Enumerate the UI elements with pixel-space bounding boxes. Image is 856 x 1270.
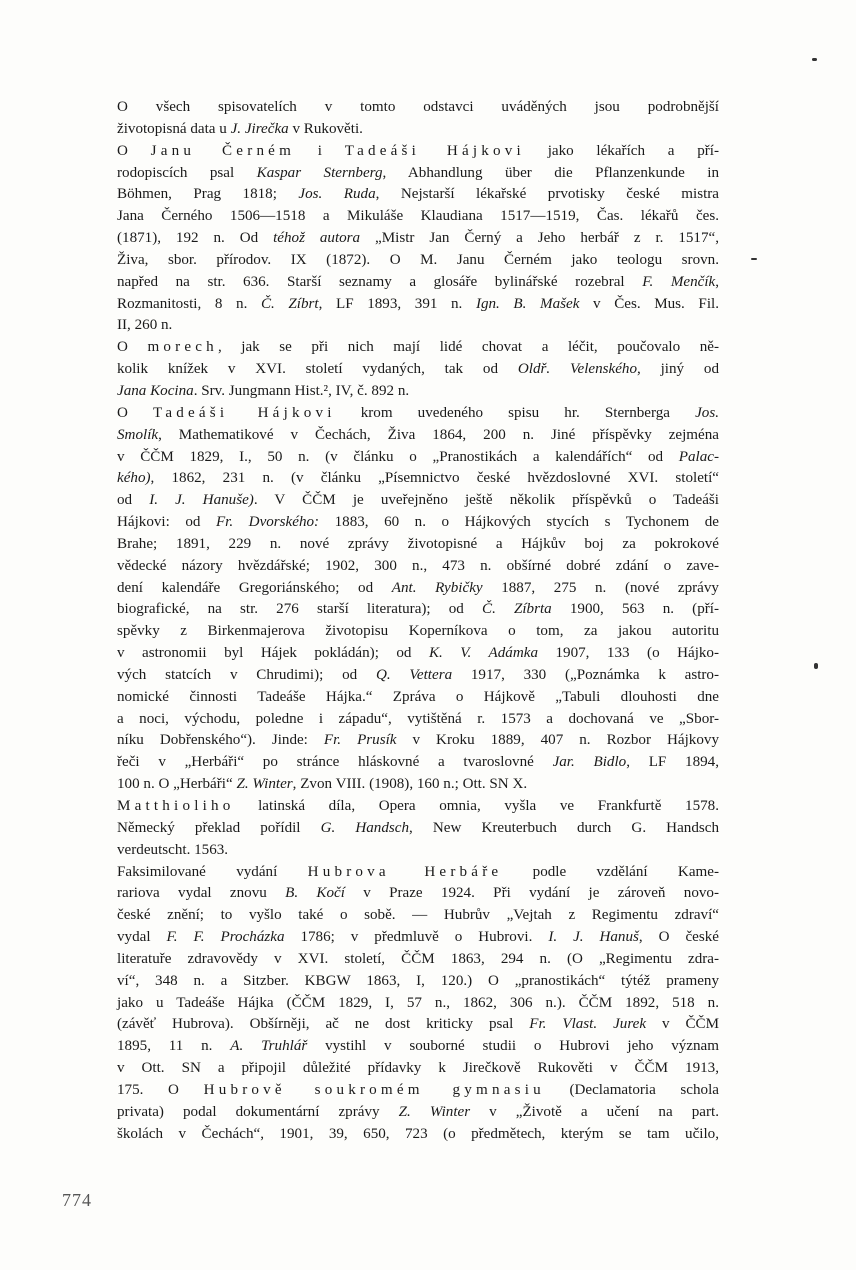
text-line <box>117 578 719 600</box>
spaced-text: Janu Černém <box>150 142 296 159</box>
italic-text: F. F. Procházka <box>166 929 285 946</box>
text-run: školách v Čechách“, 1901, 39, 650, 723 (o předmětech, kterým se tam učilo, <box>117 1125 719 1142</box>
text-run: literatuře zdravovědy v XVI. století, ČČM 1863, 294 n. (O „Regimentu zdra- <box>117 950 719 967</box>
text-line <box>117 927 719 949</box>
spaced-text: Tadeáši Hájkovi <box>344 142 525 159</box>
text-line <box>117 228 719 250</box>
italic-text: Ant. Rybičky <box>391 579 483 596</box>
text-line <box>117 556 719 578</box>
page-number: 774 <box>62 1190 92 1210</box>
text-run: II, 260 n. <box>117 317 173 334</box>
text-run: O všech spisovatelích v tomto odstavci uváděných jsou podrobnější <box>117 99 719 115</box>
text-line <box>117 905 719 927</box>
text-run: vystihl v souborné studii o Hubrovi jeho význam <box>307 1038 719 1055</box>
text-run: vědecké názory hvězdářské; 1902, 300 n., 473 n. obšírné dobré zdání o zave- <box>117 557 719 574</box>
text-run: spěvky z Birkenmajerova životopisu Koperníkova o tom, za jakou autoritu <box>117 623 719 640</box>
text-line <box>117 599 719 621</box>
text-run: 1895, 11 n. <box>117 1038 231 1055</box>
text-line <box>117 447 719 469</box>
text-line <box>117 1036 719 1058</box>
text-run: v Ott. SN a připojil důležité přídavky k Jirečkově Rukověti v ČČM 1913, <box>117 1060 719 1077</box>
text-run: (1871), 192 n. Od <box>117 230 274 247</box>
italic-text: I. J. Hanuše) <box>149 492 254 509</box>
italic-text: J. Jirečka <box>230 120 289 137</box>
italic-text: F. Menčík <box>642 273 716 290</box>
text-line <box>117 730 719 752</box>
text-run: jako lékařích a pří- <box>524 142 719 159</box>
text-run: a noci, východu, poledne i západu“, vytištěná r. 1573 a dochovaná ve „Sbor- <box>117 710 719 727</box>
text-run: v Praze 1924. Při vydání je zároveň novo- <box>344 885 719 902</box>
text-line <box>117 359 719 381</box>
spaced-text: Hubrově soukromém gymnasiu <box>203 1081 545 1098</box>
italic-text: Jana Kocina <box>117 382 194 399</box>
text-run: Jana Černého 1506—1518 a Mikuláše Klaudiana 1517—1519, Čas. lékařů čes. <box>117 208 719 225</box>
text-line <box>117 206 719 228</box>
text-line <box>117 774 719 796</box>
text-run: řeči v „Herbáři“ po stránce hláskovné a tvaroslovné <box>117 754 553 771</box>
text-line <box>117 709 719 731</box>
text-run: Böhmen, Prag 1818; <box>117 186 299 203</box>
text-line <box>117 643 719 665</box>
text-line <box>117 534 719 556</box>
text-run: napřed na str. 636. Starší seznamy a glosáře bylinářské rozebral <box>117 273 643 290</box>
text-run: , Zvon VIII. (1908), 160 n.; Ott. SN X. <box>292 776 528 793</box>
text-run: . Srv. Jungmann Hist.², IV, č. 892 n. <box>193 382 410 399</box>
scan-mark <box>812 58 817 61</box>
italic-text: Jar. Bidlo <box>552 754 627 771</box>
text-run: vých statcích v Chrudimi); od <box>117 666 376 683</box>
text-line <box>117 97 719 119</box>
text-run: . V ČČM je uveřejněno ještě několik příspěvků o Tadeáši <box>253 492 719 509</box>
text-run: 175. O <box>117 1081 204 1098</box>
text-line <box>117 752 719 774</box>
text-line <box>117 949 719 971</box>
italic-text: téhož autora <box>273 230 361 247</box>
text-line <box>117 621 719 643</box>
text-run: (Declamatoria schola <box>544 1081 719 1098</box>
text-line <box>117 1058 719 1080</box>
text-line <box>117 1080 719 1102</box>
text-run: 1907, 133 (o Hájko- <box>538 645 720 662</box>
text-run: Faksimilované vydání <box>117 863 308 880</box>
text-run: , <box>715 273 720 290</box>
text-line <box>117 163 719 185</box>
italic-text: Č. Zíbrt <box>260 295 319 312</box>
text-run: , 1862, 231 n. (v článku „Písemnictvo české hvězdoslovné XVI. století“ <box>150 470 719 487</box>
text-line <box>117 403 719 425</box>
text-run: , Mathematikové v Čechách, Živa 1864, 200 n. Jiné příspěvky zejména <box>158 426 719 443</box>
scan-mark <box>814 663 818 669</box>
text-run: kolik knížek v XVI. století vydaných, tak od <box>117 361 518 378</box>
text-run: O <box>117 142 151 159</box>
text-run: , Nejstarší lékařské prvotisky české mistra <box>375 186 719 203</box>
text-run: české znění; to vyšlo také o sobě. — Hubrův „Vejtah z Regimentu zdraví“ <box>117 907 719 924</box>
text-run: , LF 1894, <box>626 754 719 771</box>
text-run: 100 n. O „Herbáři“ <box>117 776 237 793</box>
text-line <box>117 993 719 1015</box>
italic-text: Fr. Vlast. Jurek <box>529 1016 647 1033</box>
text-line <box>117 687 719 709</box>
text-line <box>117 862 719 884</box>
text-run: „Mistr Jan Černý a Jeho herbář z r. 1517“, <box>360 230 719 247</box>
text-run: , Abhandlung über die Pflanzenkunde in <box>382 164 720 181</box>
text-run: , jiný od <box>637 361 719 378</box>
text-line <box>117 665 719 687</box>
italic-text: G. Handsch <box>320 819 410 836</box>
italic-text: Palac- <box>678 448 719 465</box>
text-run: od <box>117 492 150 509</box>
text-run: 1883, 60 n. o Hájkových stycích s Tychonem de <box>319 514 719 531</box>
text-line <box>117 315 719 337</box>
italic-text: Smolík <box>117 426 159 443</box>
text-run: krom uvedeného spisu hr. Sternberga <box>335 404 696 421</box>
text-line <box>117 381 719 403</box>
body-text <box>117 97 719 1146</box>
italic-text: Z. Winter <box>398 1103 471 1120</box>
text-run: životopisná data u <box>117 120 231 137</box>
text-line <box>117 294 719 316</box>
text-run: , LF 1893, 391 n. <box>318 295 476 312</box>
text-line <box>117 1124 719 1146</box>
text-line <box>117 818 719 840</box>
text-run: v ČČM 1829, I., 50 n. (v článku o „Pranostikách a kalendářích“ od <box>117 448 679 465</box>
text-line <box>117 490 719 512</box>
italic-text: kého) <box>117 470 151 487</box>
text-run: 1900, 563 n. (pří- <box>551 601 720 618</box>
italic-text: B. Kočí <box>285 885 345 902</box>
text-run: Brahe; 1891, 229 n. nové zprávy životopisné a Hájkův boj za pokrokové <box>117 535 719 552</box>
text-line <box>117 184 719 206</box>
text-run: 1917, 330 („Poznámka k astro- <box>452 666 720 683</box>
text-run: 1786; v předmluvě o Hubrovi. <box>284 929 549 946</box>
italic-text: K. V. Adámka <box>428 645 538 662</box>
text-run: dení kalendáře Gregoriánského; od <box>117 579 392 596</box>
text-run: rariova vydal znovu <box>117 885 286 902</box>
text-run: ví“, 348 n. a Sitzber. KBGW 1863, I, 120.) O „pranostikách“ týtéž prameny <box>117 972 719 989</box>
text-run: latinská díla, Opera omnia, vyšla ve Frankfurtě 1578. <box>234 798 719 814</box>
scan-mark <box>751 258 757 260</box>
text-line <box>117 971 719 993</box>
text-run: vydal <box>117 929 167 946</box>
spaced-text: Hubrova Herbáře <box>307 863 503 880</box>
spaced-text: Matthioliho <box>117 798 235 814</box>
italic-text: Fr. Prusík <box>323 732 397 749</box>
italic-text: Ign. B. Mašek <box>475 295 580 312</box>
text-line <box>117 1102 719 1124</box>
text-run: podle vzdělání Kame- <box>502 863 719 880</box>
text-line <box>117 883 719 905</box>
italic-text: Fr. Dvorského: <box>215 514 320 531</box>
italic-text: I. J. Hanuš <box>548 929 639 946</box>
text-run: rodopiscích psal <box>117 164 257 181</box>
text-run: (závěť Hubrova). Obšírněji, ač ne dost kriticky psal <box>117 1016 530 1033</box>
text-line <box>117 141 719 163</box>
text-run: Rozmanitosti, 8 n. <box>117 295 261 312</box>
italic-text: Č. Zíbrta <box>482 601 552 618</box>
text-line <box>117 796 719 818</box>
text-run: níku Dobřenského“). Jinde: <box>117 732 324 749</box>
spaced-text: Tadeáši Hájkovi <box>153 404 336 421</box>
text-run: jako u Tadeáše Hájka (ČČM 1829, I, 57 n., 1862, 306 n.). ČČM 1892, 518 n. <box>117 994 719 1011</box>
text-run: Hájkovi: od <box>117 514 216 531</box>
italic-text: Z. Winter <box>236 776 293 793</box>
text-run: 1887, 275 n. (nové zprávy <box>482 579 719 596</box>
text-run: i <box>295 142 345 159</box>
text-run: , O české <box>638 929 720 946</box>
text-run: Živa, sbor. přírodov. IX (1872). O M. Janu Černém jako teologu srovn. <box>117 251 719 268</box>
text-run: , New Kreuterbuch durch G. Handsch <box>409 819 719 836</box>
spaced-text: morech <box>147 339 218 356</box>
italic-text: Jos. <box>695 404 719 421</box>
text-line <box>117 840 719 862</box>
text-run: , jak se při nich mají lidé chovat a léčit, poučovalo ně- <box>217 339 719 356</box>
text-run: v Kroku 1889, 407 n. Rozbor Hájkovy <box>396 732 719 749</box>
text-run: biografické, na str. 276 starší literatura); od <box>117 601 482 618</box>
italic-text: Jos. Ruda <box>298 186 376 203</box>
text-run: Německý překlad pořídil <box>117 819 321 836</box>
text-line <box>117 337 719 359</box>
text-run: v ČČM <box>646 1016 720 1033</box>
text-line <box>117 272 719 294</box>
text-run: verdeutscht. 1563. <box>117 841 229 858</box>
text-run: v astronomii byl Hájek pokládán); od <box>117 645 429 662</box>
text-run: O <box>117 404 153 421</box>
text-line <box>117 468 719 490</box>
text-line <box>117 1014 719 1036</box>
text-run: O <box>117 339 148 356</box>
text-line <box>117 512 719 534</box>
text-run: v Čes. Mus. Fil. <box>579 295 719 312</box>
text-run: privata) podal dokumentární zprávy <box>117 1103 399 1120</box>
italic-text: Q. Vettera <box>375 666 453 683</box>
text-line <box>117 119 719 141</box>
text-line <box>117 425 719 447</box>
text-run: v „Životě a učení na part. <box>470 1103 719 1120</box>
italic-text: Kaspar Sternberg <box>256 164 383 181</box>
text-run: nomické činnosti Tadeáše Hájka.“ Zpráva o Hájkově „Tabuli dlouhosti dne <box>117 688 719 705</box>
italic-text: A. Truhlář <box>230 1038 308 1055</box>
text-line <box>117 250 719 272</box>
italic-text: Oldř. Velenského <box>517 361 638 378</box>
text-run: v Rukověti. <box>288 120 363 137</box>
